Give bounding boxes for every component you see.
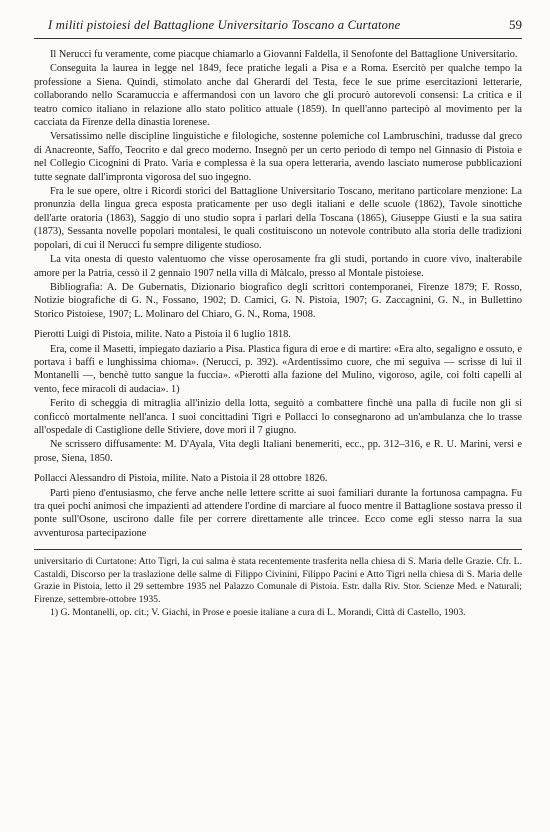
paragraph: Il Nerucci fu veramente, come piacque chiamarlo a Giovanni Faldella, il Senofonte del Battaglione Universitario. (50, 49, 518, 60)
bibliography-paragraph: Bibliografia: A. De Gubernatis, Dizionario biografico degli scrittori contemporanei, Firenze 1879; F. Rosso, Notizie biografiche di G. N., Fossano, 1902; D. Camici, G. N. Pistoia, 1907; G. Zaccagnini, G. N., in Bullettino Storico Pistoiese, 1907; L. Molinaro del Chiaro, G. N., Roma, 1908. (34, 281, 522, 320)
footnotes (34, 549, 522, 619)
paragraph: Conseguita la laurea in legge nel 1849, fece pratiche legali a Pisa e a Roma. Esercitò per qualche tempo la professione a Siena. Quindi, stimolato anche dal Gherardi del Testa, fece le sue prime esercitazioni letterarie, collaborando nello Scaramuccia e affermandosi con un lavoro che gli procurò autorevoli consensi: La critica e il teatro comico italiano in relazione allo stato politico attuale (1859). In quell'anno partecipò al movimento per la cacciata da Firenze della dinastia lorenese. (34, 63, 522, 129)
body-text (34, 48, 522, 540)
entry-heading-pierotti: Pierotti Luigi di Pistoia, milite. Nato a Pistoia il 6 luglio 1818. (34, 329, 291, 341)
paragraph: Versatissimo nelle discipline linguistiche e filologiche, sostenne polemiche col Lambruschini, tradusse dal greco di Anacreonte, Saffo, Teocrito e dal greco moderno. Insegnò per un certo periodo di tempo nel Ginnasio di Pistoia e nel Collegio Cicognini di Prato. Varia e complessa è la sua opera letteraria, avendo lasciato numerose pubblicazioni tutte segnate dall'impronta vigorosa del suo ingegno. (34, 131, 522, 183)
footnote: 1) G. Montanelli, op. cit.; V. Giachi, in Prose e poesie italiane a cura di L. Morandi, Città di Castello, 1903. (50, 606, 466, 618)
footnote: universitario di Curtatone: Atto Tigri, la cui salma è stata recentemente trasferita nella chiesa di S. Maria delle Grazie. Cfr. L. Castaldi, Discorso per la traslazione delle salme di Filippo Civinini, Filippo Pacini e Atto Tigri nella chiesa di S. Maria delle Grazie in Pistoia, letto il 29 settembre 1935 nel Palazzo Comunale di Pistoia. Estr. dalla Riv. Stor. Scienze Med. e Naturali; Firenze, settembre-ottobre 1935. (34, 556, 522, 605)
running-title: I militi pistoiesi del Battaglione Universitario Toscano a Curtatone (48, 18, 401, 32)
page-number: 59 (509, 17, 522, 32)
page-header (34, 16, 522, 39)
entry-heading-pollacci: Pollacci Alessandro di Pistoia, milite. Nato a Pistoia il 28 ottobre 1826. (34, 473, 328, 485)
paragraph: Ne scrissero diffusamente: M. D'Ayala, Vita degli Italiani benemeriti, ecc., pp. 312–316, e R. U. Marini, versi e prose, Siena, 1850. (34, 439, 522, 464)
paragraph: Era, come il Masetti, impiegato daziario a Pisa. Plastica figura di eroe e di martire: «Era alto, segaligno e ossuto, e portava i baffi e lunghissima chioma». (Nerucci, p. 392). «Ardentissimo cuore, che mi seguiva — scrisse di lui il Montanelli —, benchè tutto sangue la fuccia». «Pierotti alla fazione del Mulino, vigoroso, agile, coi folti capelli al vento, fece miracoli di audacia». 1) (34, 343, 522, 395)
paragraph: Partì pieno d'entusiasmo, che ferve anche nelle lettere scritte ai suoi familiari durante la fortunosa campagna. Fu tra quei pochi animosi che impazienti ad attendere l'ordine di marciare al fuoco mentre il Battaglione sostava presso il ponte sull'Osone, uscirono dalle file per correre direttamente alle trincee. Ecco come egli stesso narra la sua avventurosa partecipazione (34, 487, 522, 539)
paragraph: Fra le sue opere, oltre i Ricordi storici del Battaglione Universitario Toscano, meritano particolare menzione: La pronunzia della lingua greca esposta praticamente per uso degli italiani e delle scuole (1862), Tavole sinottiche dell'arte oratoria (1863), Saggio di uno studio sopra i parlari della Toscana (1865), Giuseppe Giusti e la sua satira (1873), Sessanta novelle popolari montalesi, le quali costituiscono un notevole contributo alla storia delle tradizioni popolari, di cui il Nerucci fu sempre diligente studioso. (34, 186, 522, 251)
paragraph: Ferito di scheggia di mitraglia all'inizio della lotta, seguitò a combattere finchè una palla di fucile non gli si conficcò mortalmente nell'anca. I suoi concittadini Tigri e Pollacci lo consegnarono ad un'ambulanza che lo trasse all'ospedale di Castiglione delle Stiviere, dove morì il 7 giugno. (34, 398, 522, 436)
paragraph: La vita onesta di questo valentuomo che visse operosamente fra gli studi, portando in cuore vivo, inalterabile amore per la Patria, cessò il 2 gennaio 1907 nella villa di Màlcalo, presso al Montale pistoiese. (34, 254, 522, 279)
